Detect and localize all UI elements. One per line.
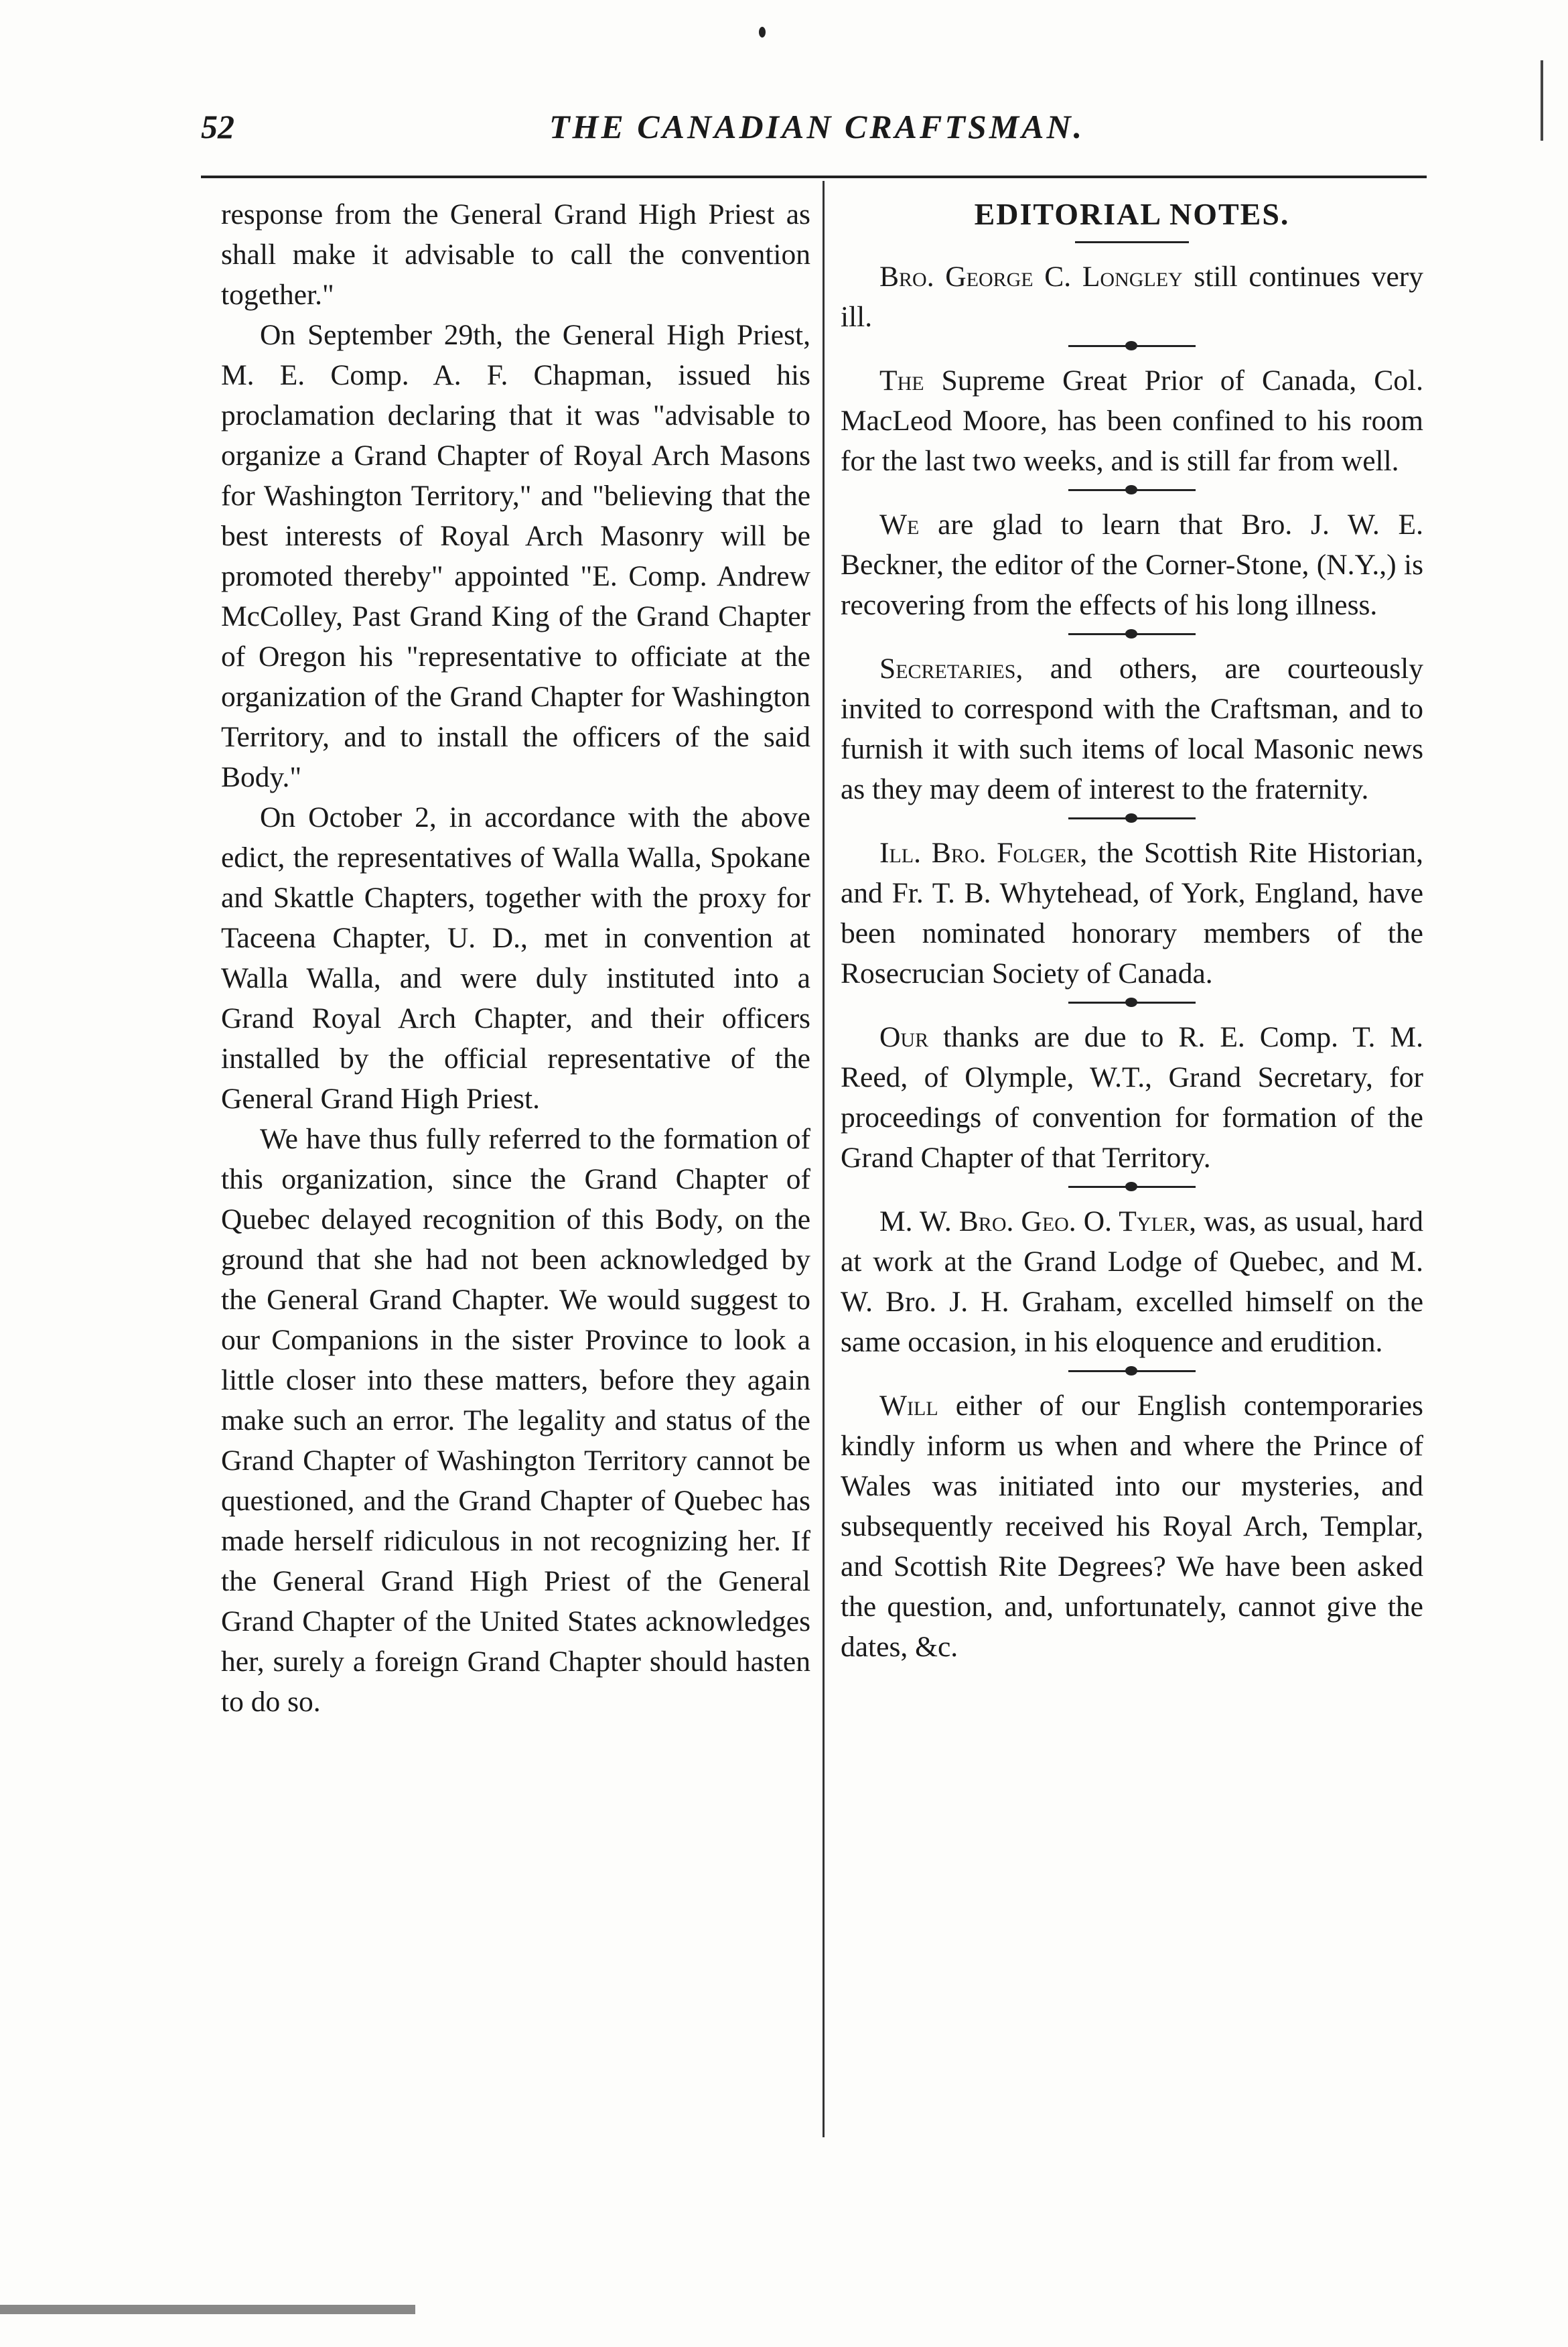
note-lead: Our [879, 1021, 929, 1053]
note-separator [1068, 633, 1196, 635]
note-text: and others, are courteously invited to correspond with the Craftsman, and to furnish it with such items of local Masonic news as they may deem of interest to the fraternity. [841, 653, 1423, 805]
page-number: 52 [201, 108, 234, 145]
note-separator [1068, 1002, 1196, 1004]
ink-speck [759, 27, 766, 38]
heading-rule [1075, 241, 1189, 243]
note-lead: Secretaries, [879, 653, 1023, 685]
note-text: still continues very ill. [841, 261, 1423, 333]
note-lead: Ill. Bro. Folger, [879, 837, 1088, 869]
section-heading: EDITORIAL NOTES. [974, 197, 1290, 231]
editorial-note [841, 833, 1423, 994]
page-edge-mark [1541, 60, 1543, 141]
editorial-note [841, 360, 1423, 481]
article-paragraph: On September 29th, the General High Priest, M. E. Comp. A. F. Chapman, issued his proclamation declaring that it was "advisable to organize a Grand Chapter of Royal Arch Masons for Washington Territory," and "believing that the best interests of Royal Arch Masonry will be promoted thereby" appointed "E. Comp. Andrew McColley, Past Grand King of the Grand Chapter of Oregon his "representative to officiate at the organization of the Grand Chapter for Washington Territory, and to install the officers of the said Body." [221, 319, 810, 793]
note-lead: M. W. Bro. Geo. O. Tyler, [879, 1205, 1197, 1237]
editorial-note [841, 1017, 1423, 1178]
article-paragraph: response from the General Grand High Priest as shall make it advisable to call the convention together." [221, 198, 810, 311]
note-text: the Scottish Rite Historian, and Fr. T. B. Whytehead, of York, England, have been nominated honorary members of the Rosecrucian Society of Canada. [841, 837, 1424, 990]
note-text: thanks are due to R. E. Comp. T. M. Reed, of Olymple, W.T., Grand Secretary, for proceedings of convention for formation of the Grand Chapter of that Territory. [841, 1021, 1423, 1174]
editorial-note [841, 649, 1423, 809]
article-paragraph: We have thus fully referred to the formation of this organization, since the Grand Chapter of Quebec delayed recognition of this Body, on the ground that she had not been acknowledged by the General Grand Chapter. We would suggest to our Companions in the sister Province to look a little closer into these matters, before they again make such an error. The legality and status of the Grand Chapter of Washington Territory cannot be questioned, and the Grand Chapter of Quebec has made herself ridiculous in not recognizing her. If the General Grand High Priest of the General Grand Chapter of the United States acknowledges her, surely a foreign Grand Chapter should hasten to do so. [221, 1123, 810, 1718]
note-lead: Will [879, 1390, 938, 1422]
editorial-note [841, 257, 1423, 337]
editorial-note [841, 1386, 1423, 1667]
note-separator [1068, 1370, 1196, 1372]
note-text: was, as usual, hard at work at the Grand Lodge of Quebec, and M. W. Bro. J. H. Graham, excelled himself on the same occasion, in his eloquence and erudition. [841, 1205, 1423, 1358]
note-text: either of our English contemporaries kindly inform us when and where the Prince of Wales was initiated into our mysteries, and subsequently received his Royal Arch, Templar, and Scottish Rite Degrees? We have been asked the question, and, unfortunately, cannot give the dates, &c. [841, 1390, 1423, 1663]
running-title: THE CANADIAN CRAFTSMAN. [549, 108, 1085, 145]
editorial-note [841, 1201, 1423, 1362]
note-lead: We [879, 509, 920, 541]
note-separator [1068, 817, 1196, 819]
right-column [841, 194, 1423, 1667]
header-rule [201, 176, 1427, 178]
editorial-note [841, 505, 1423, 625]
page-header [201, 100, 1427, 154]
left-column [221, 194, 810, 1722]
note-separator [1068, 345, 1196, 347]
note-lead: The [879, 364, 924, 397]
note-text: Supreme Great Prior of Canada, Col. MacLeod Moore, has been confined to his room for the last two weeks, and is still far from well. [841, 364, 1423, 477]
note-separator [1068, 1186, 1196, 1188]
page-bottom-edge [0, 2305, 415, 2314]
note-text: are glad to learn that Bro. J. W. E. Beckner, the editor of the Corner-Stone, (N.Y.,) is recovering from the effects of his long illness. [841, 509, 1423, 621]
note-lead: Bro. George C. Longley [879, 261, 1183, 293]
article-paragraph: On October 2, in accordance with the above edict, the representatives of Walla Walla, Spokane and Skattle Chapters, together with the proxy for Taceena Chapter, U. D., met in convention at Walla Walla, and were duly instituted into a Grand Royal Arch Chapter, and their officers installed by the official representative of the General Grand High Priest. [221, 801, 810, 1115]
note-separator [1068, 489, 1196, 491]
column-divider [823, 181, 825, 2137]
